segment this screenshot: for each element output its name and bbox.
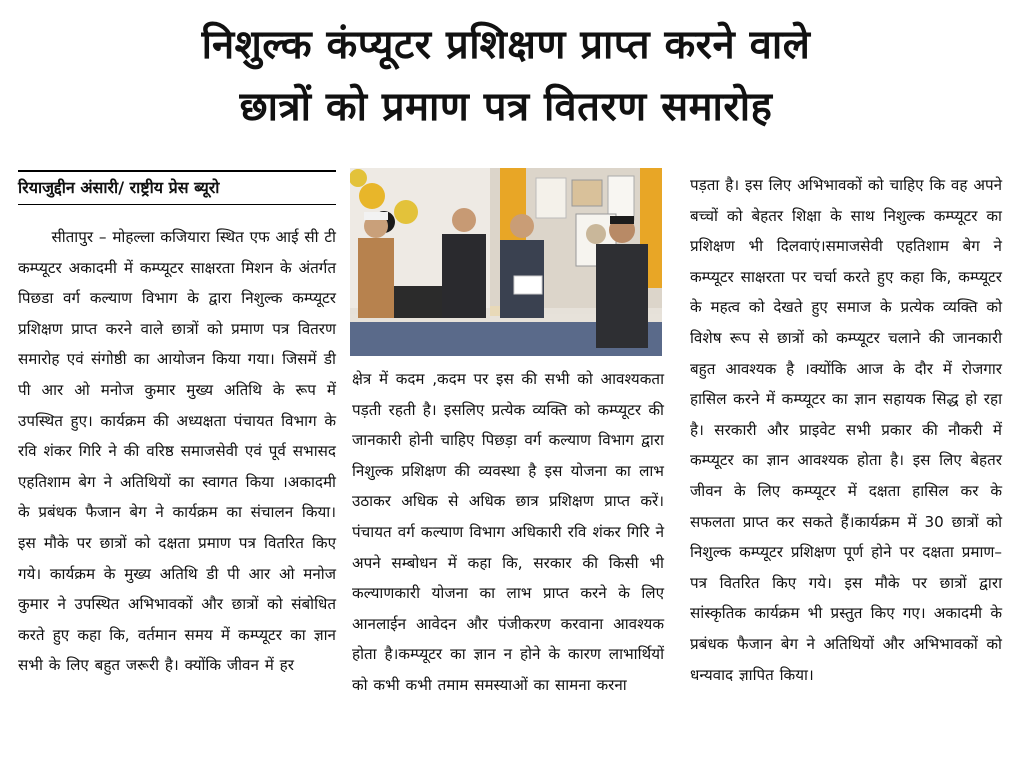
balloon-icon (394, 200, 418, 224)
event-photo (350, 168, 662, 356)
article-column-1 (18, 222, 336, 681)
article-column-3 (690, 170, 1002, 690)
column-3-text: पड़ता है। इस लिए अभिभावकों को चाहिए कि वह अपने बच्चों को बेहतर शिक्षा के साथ निशुल्क कम्प्यूटर का प्रशिक्षण भी दिलवाएं।समाजसेवी एहतिशाम बेग ने कम्प्यूटर साक्षरता पर चर्चा करते हुए कहा कि, कम्प्यूटर के महत्व को देखते हुए समाज के प्रत्येक व्यक्ति को विशेष रूप से छात्रों को कम्प्यूटर चलाने की जानकारी बहुत आवश्यक है ।क्योंकि आज के दौर में रोजगार हासिल करने में कम्प्यूटर का ज्ञान सहायक सिद्ध हो रहा है। सरकारी और प्राइवेट सभी प्रकार की नौकरी में कम्प्यूटर का ज्ञान आवश्यक होता है। इस लिए बेहतर जीवन के लिए कम्प्यूटर में दक्षता हासिल कर के सफलता प्राप्त कर सकते हैं।कार्यक्रम में 30 छात्रों को निशुल्क कम्प्यूटर प्रशिक्षण पूर्ण होने पर दक्षता प्रमाण–पत्र वितरित किए गये। इस मौके पर छात्रों द्वारा सांस्कृतिक कार्यक्रम भी प्रस्तुत किए गए। अकादमी के प्रबंधक फैजान बेग ने अतिथियों और अभिभावकों को धन्यवाद ज्ञापित किया। (690, 176, 1002, 684)
event-photo-illustration (350, 168, 662, 356)
article-column-2 (352, 364, 664, 701)
headline-line-1: निशुल्क कंप्यूटर प्रशिक्षण प्राप्त करने वाले (201, 22, 811, 68)
byline: रियाजुद्दीन अंसारी/ राष्ट्रीय प्रेस ब्यूरो (18, 170, 336, 205)
column-2-text: क्षेत्र में कदम ,कदम पर इस की सभी को आवश्यकता पड़ती रहती है। इसलिए प्रत्येक व्यक्ति को कम्प्यूटर की जानकारी होनी चाहिए पिछड़ा वर्ग कल्याण विभाग द्वारा निशुल्क प्रशिक्षण की व्यवस्था है इस योजना का लाभ उठाकर अधिक से अधिक छात्र प्रशिक्षण प्राप्त करें। पंचायत वर्ग कल्याण विभाग अधिकारी रवि शंकर गिरि ने अपने सम्बोधन में कहा कि, सरकार की किसी भी कल्याणकारी योजना का लाभ प्राप्त करने के लिए आनलाईन आवेदन और पंजीकरण करवाना आवश्यक होता है।कम्प्यूटर का ज्ञान न होने के कारण लाभार्थियों को कभी कभी तमाम समस्याओं का सामना करना (352, 370, 664, 694)
headline-line-2: छात्रों को प्रमाण पत्र वितरण समारोह (239, 84, 773, 130)
headline (0, 14, 1012, 138)
column-1-text: सीतापुर – मोहल्ला कजियारा स्थित एफ आई सी टी कम्प्यूटर अकादमी में कम्प्यूटर साक्षरता मिशन के अंतर्गत पिछडा वर्ग कल्याण विभाग के द्वारा निशुल्क कम्प्यूटर प्रशिक्षण प्राप्त करने वाले छात्रों को प्रमाण पत्र वितरण समारोह एवं संगोष्ठी का आयोजन किया गया। जिसमें डी पी आर ओ मनोज कुमार मुख्य अतिथि के रूप में उपस्थित हुए। कार्यक्रम की अध्यक्षता पंचायत विभाग के रवि शंकर गिरि ने की वरिष्ठ समाजसेवी एवं पूर्व सभासद एहतिशाम बेग ने अतिथियों का स्वागत किया ।अकादमी के प्रबंधक फैजान बेग ने कार्यक्रम का संचालन किया। इस मौके पर छात्रों को दक्षता प्रमाण पत्र वितरित किए गये। कार्यक्रम के मुख्य अतिथि डी पी आर ओ मनोज कुमार ने उपस्थित अभिभावकों और छात्रों को संबोधित करते हुए कहा कि, वर्तमान समय में कम्प्यूटर का ज्ञान सभी के लिए बहुत जरूरी है। क्योंकि जीवन में हर (18, 228, 336, 675)
balloon-icon (359, 183, 385, 209)
